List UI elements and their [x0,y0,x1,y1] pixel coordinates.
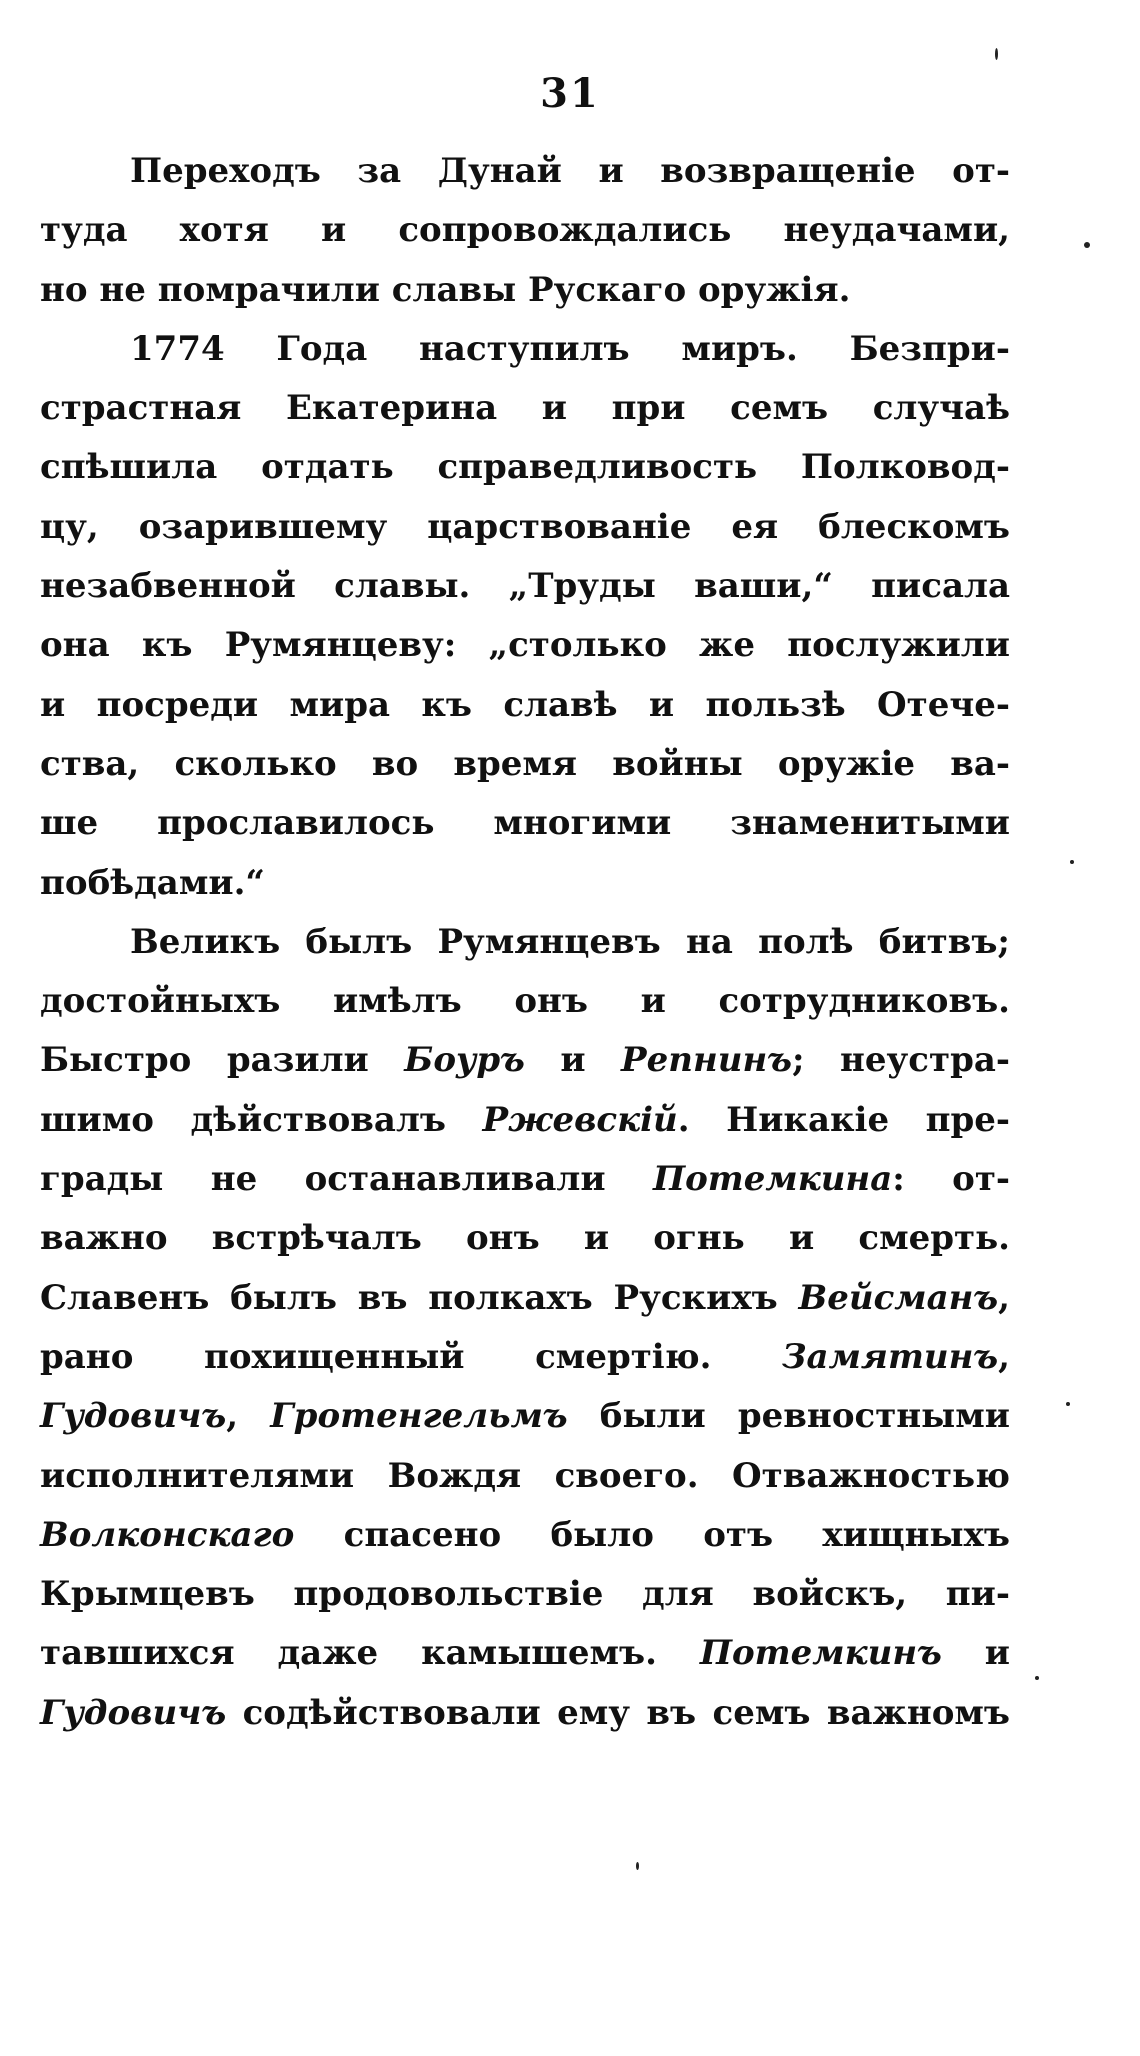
italic-name: Гротенгельмъ [270,1396,568,1437]
text-line [40,142,1010,201]
text-segment: грады не останавливали [40,1159,653,1200]
text-segment: цу, озарившему царствованіе ея блескомъ [40,506,1010,547]
text-segment: ; неустра- [791,1040,1010,1081]
text-segment: Крымцевъ продовольствіе для войскъ, пи- [40,1574,1010,1615]
text-segment: Славенъ былъ въ полкахъ Рускихъ [40,1277,799,1318]
text-line [40,735,1010,794]
text-line [40,438,1010,497]
text-segment: важно встрѣчалъ онъ и огнь и смерть. [40,1218,1010,1259]
italic-name: Вейсманъ [798,1277,999,1318]
text-segment: и [524,1040,622,1081]
text-line [40,1031,1010,1090]
text-segment: : от- [892,1159,1010,1200]
text-segment: и посреди мира къ славѣ и пользѣ Отече- [40,684,1010,725]
text-segment: шимо дѣйствовалъ [40,1099,483,1140]
text-line [40,1506,1010,1565]
text-segment: незабвенной славы. „Труды ваши,“ писала [40,566,1010,607]
text-line [40,379,1010,438]
text-segment: , [226,1396,271,1437]
text-segment: тавшихся даже камышемъ. [40,1633,700,1674]
text-line [40,854,1010,913]
text-line [40,1150,1010,1209]
text-line [40,1091,1010,1150]
italic-name: Гудовичъ [40,1692,227,1733]
text-line [40,1447,1010,1506]
scan-speck [636,1862,639,1870]
text-line [40,498,1010,557]
text-segment: были ревностными [567,1396,1010,1437]
italic-name: Потемкина [652,1159,893,1200]
text-segment: Переходъ за Дунай и возвращеніе от- [130,151,1010,191]
text-segment: исполнителями Вождя своего. Отважностью [40,1455,1010,1496]
text-segment: 1774 Года наступилъ миръ. Безпри- [130,328,1010,369]
text-segment: побѣдами.“ [40,862,265,903]
text-segment: страстная Екатерина и при семъ случаѣ [40,388,1010,429]
body-text [40,142,1010,1743]
italic-name: Гудовичъ [40,1396,227,1437]
text-segment: достойныхъ имѣлъ онъ и сотрудниковъ. [40,981,1010,1022]
text-line [40,1387,1010,1446]
scan-speck [1070,860,1074,864]
text-segment: , [998,1277,1010,1318]
text-line [40,1328,1010,1387]
text-segment: спѣшила отдать справедливость Полковод- [40,447,1010,488]
text-segment: но не помрачили славы Рускаго оружія. [40,269,851,310]
text-line [40,557,1010,616]
text-line [40,1684,1010,1743]
scan-speck [1035,1676,1039,1680]
text-line [40,261,1010,320]
text-segment: туда хотя и сопровождались неудачами, [40,210,1010,251]
scan-speck [995,48,998,60]
text-segment: и [941,1633,1010,1674]
italic-name: Потемкинъ [699,1633,942,1674]
text-segment: Быстро разили [40,1040,405,1081]
text-segment: ше прославилось многими знаменитыми [40,803,1010,844]
scan-speck [1066,1402,1070,1406]
text-line [40,1269,1010,1328]
text-segment: она къ Румянцеву: „столько же послужили [40,625,1010,666]
italic-name: Репнинъ [621,1040,792,1081]
italic-name: Замятинъ [782,1336,999,1377]
text-line [40,616,1010,675]
text-segment: ства, сколько во время войны оружіе ва- [40,743,1010,784]
text-segment: Великъ былъ Румянцевъ на полѣ битвъ; [130,921,1010,962]
text-line [40,913,1010,972]
text-segment: . Никакіе пре- [677,1099,1010,1140]
italic-name: Ржевскій [482,1099,678,1140]
text-line [40,676,1010,735]
text-line [40,1209,1010,1268]
text-segment: рано похищенный смертію. [40,1336,783,1377]
text-segment: содѣйствовали ему въ семъ важномъ [226,1692,1010,1733]
page-number: 31 [540,70,600,117]
text-line [40,201,1010,260]
text-line [40,320,1010,379]
text-line [40,794,1010,853]
text-segment: , [998,1336,1010,1377]
text-line [40,1565,1010,1624]
text-line [40,1624,1010,1683]
text-segment: спасено было отъ хищныхъ [294,1514,1010,1555]
text-line [40,972,1010,1031]
italic-name: Боуръ [404,1040,525,1081]
scan-speck [1084,242,1090,248]
italic-name: Волконскаго [40,1514,295,1555]
